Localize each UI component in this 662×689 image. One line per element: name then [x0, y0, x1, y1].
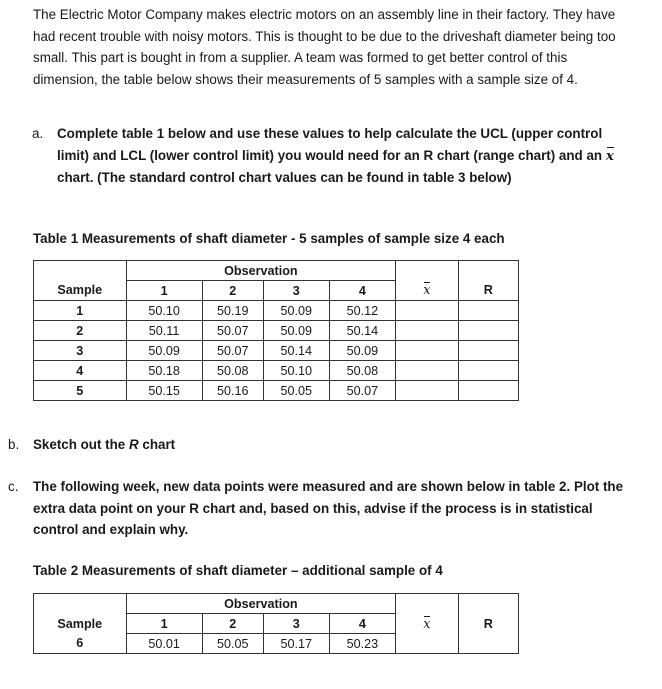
question-a-text: Complete table 1 below and use these values to help calculate the UCL (upper control limit) and LCL (lower control limit) you would need for an R chart (range chart) and an	[57, 126, 603, 163]
table2-col-header: 3	[263, 614, 329, 634]
question-a-text-end: chart. (The standard control chart values can be found in table 3 below)	[57, 170, 512, 185]
xbar-cell[interactable]	[396, 634, 458, 654]
table-row: 3 50.09 50.07 50.14 50.09	[34, 341, 519, 361]
table1	[33, 260, 519, 401]
table-row: 5 50.15 50.16 50.05 50.07	[34, 381, 519, 401]
range-cell[interactable]	[458, 634, 518, 654]
range-cell[interactable]	[458, 321, 518, 341]
table2-caption: Table 2 Measurements of shaft diameter – additional sample of 4	[33, 563, 443, 578]
xbar-cell[interactable]	[396, 341, 458, 361]
xbar-symbol: x	[606, 146, 614, 168]
table1-caption: Table 1 Measurements of shaft diameter - 5 samples of sample size 4 each	[33, 231, 505, 246]
table1-col-header: 2	[202, 281, 263, 301]
question-b-marker: b.	[8, 437, 20, 452]
question-a	[32, 123, 632, 189]
table2-col-header: 2	[202, 614, 263, 634]
table-row: 6 50.01 50.05 50.17 50.23	[34, 634, 519, 654]
table-row: 4 50.18 50.08 50.10 50.08	[34, 361, 519, 381]
table1-col-header: 1	[126, 281, 202, 301]
table2-observation-header: Observation	[126, 594, 396, 614]
table2-r-header: R	[458, 614, 518, 634]
xbar-cell[interactable]	[396, 381, 458, 401]
range-cell[interactable]	[458, 341, 518, 361]
table2-col-header: 4	[329, 614, 396, 634]
table-row: 1 50.10 50.19 50.09 50.12	[34, 301, 519, 321]
table1-observation-header: Observation	[126, 261, 396, 281]
question-c-marker: c.	[8, 479, 19, 494]
question-a-marker: a.	[32, 126, 44, 141]
xbar-cell[interactable]	[396, 361, 458, 381]
range-cell[interactable]	[458, 301, 518, 321]
question-c	[8, 476, 633, 541]
xbar-cell[interactable]	[396, 321, 458, 341]
table1-sample-header: Sample	[34, 281, 127, 301]
table2	[33, 593, 519, 654]
table2-xbar-header: x	[396, 614, 458, 634]
range-cell[interactable]	[458, 381, 518, 401]
question-b: b. Sketch out the R chart	[33, 434, 175, 456]
table-row: 2 50.11 50.07 50.09 50.14	[34, 321, 519, 341]
table2-sample-header: Sample	[34, 614, 127, 634]
intro-paragraph: The Electric Motor Company makes electric motors on an assembly line in their factory. They have had recent trouble with noisy motors. This is thought to be due to the driveshaft diameter being too small. This part is bought in from a supplier. A team was formed to get better control of this dimension, the table below shows their measurements of 5 samples with a sample size of 4.	[33, 7, 616, 87]
table1-col-header: 4	[329, 281, 396, 301]
table1-xbar-header: x	[396, 281, 458, 301]
xbar-cell[interactable]	[396, 301, 458, 321]
table1-col-header: 3	[263, 281, 329, 301]
table2-col-header: 1	[126, 614, 202, 634]
question-c-text: The following week, new data points were measured and are shown below in table 2. Plot the extra data point on your R chart and, based on this, advise if the process is in statistical control and explain why.	[33, 479, 624, 537]
table1-r-header: R	[458, 281, 518, 301]
range-cell[interactable]	[458, 361, 518, 381]
